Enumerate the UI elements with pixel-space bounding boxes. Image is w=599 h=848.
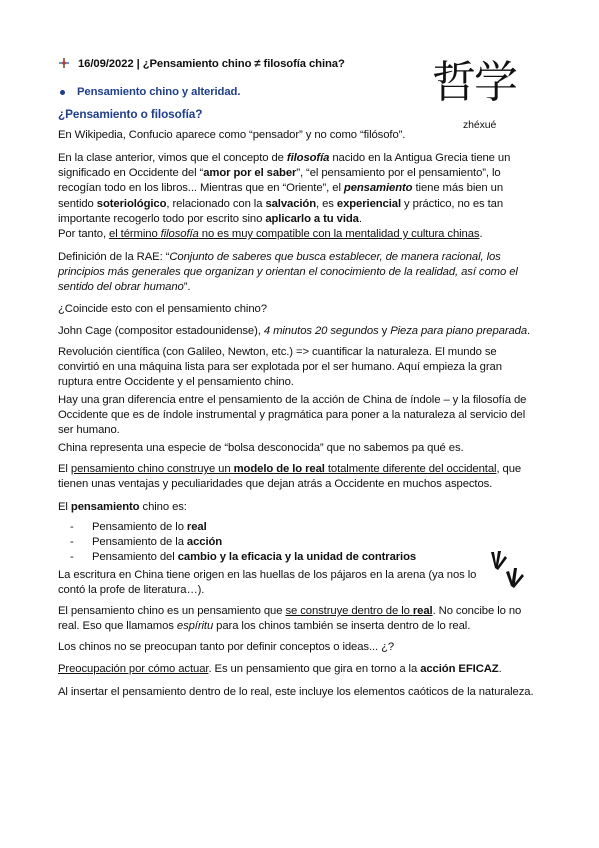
paragraph-4: Definición de la RAE: “Conjunto de saberes que busca establecer, de manera racional, los principios más generales que organizan y orientan el conocimiento de la realidad, así como el sentido del obrar humano”. — [58, 251, 518, 294]
paragraph-7: Revolución científica (con Galileo, Newton, etc.) => cuantificar la naturaleza. El mundo se convirtió en una máquina lista para ser explotada por el ser humano. Aquí empieza la gran ruptura entre Occidente y el pensamiento chino. — [58, 346, 502, 389]
section-bullet-label: Pensamiento chino y alteridad. — [77, 86, 241, 98]
paragraph-2: En la clase anterior, vimos que el concepto de filosofía nacido en la Antigua Grecia tiene un significado en Occidente del “amor por el saber”, “el pensamiento por el pensamiento”, lo recogían todo en los libros... Mientras que en “Oriente”, el pensamiento tiene más bien un sentido soteriológico, relacionado con la salvación, es experiencial y práctico, no es tan importante recogerlo todo por escrito sino aplicarlo a tu vida. — [58, 152, 511, 225]
paragraph-12: La escritura en China tiene origen en las huellas de los pájaros en la arena (ya nos lo contó la profe de literatura…). — [58, 569, 477, 597]
subheading-label: ¿Pensamiento o filosofía? — [58, 107, 203, 121]
section-bullet — [60, 85, 240, 100]
paragraph-5: ¿Coincide esto con el pensamiento chino? — [58, 303, 267, 315]
paragraph-14: Los chinos no se preocupan tanto por definir conceptos o ideas... ¿? — [58, 641, 395, 653]
header-sep: | — [133, 58, 143, 70]
subheading — [58, 107, 202, 122]
paragraph-6: John Cage (compositor estadounidense), 4 minutos 20 segundos y Pieza para piano preparada. — [58, 325, 531, 337]
paragraph-3: Por tanto, el término filosofía no es muy compatible con la mentalidad y cultura chinas. — [58, 228, 483, 240]
list-item: - Pensamiento de la acción — [70, 536, 223, 549]
paragraph-9: China representa una especie de “bolsa desconocida” que no sabemos pa qué es. — [58, 442, 464, 454]
paragraph-11: El pensamiento chino es: — [58, 501, 187, 513]
list-item: - Pensamiento de lo real — [70, 521, 207, 533]
kanji-pinyin: zhéxué — [463, 119, 497, 131]
header-line — [58, 57, 345, 74]
bullet-dot-icon — [60, 90, 65, 95]
paragraph-1: En Wikipedia, Confucio aparece como “pensador” y no como “filósofo”. — [58, 129, 406, 141]
list — [70, 520, 416, 566]
paragraph-10: El pensamiento chino construye un modelo de lo real totalmente diferente del occidental, que tienen unas ventajas y peculiaridades que dejan atrás a Occidente en muchos aspectos. — [58, 463, 522, 491]
paragraph-13: El pensamiento chino es un pensamiento que se construye dentro de lo real. No concibe lo no real. Eso que llamamos espíritu para los chinos también se inserta dentro de lo real. — [58, 605, 522, 633]
bird-footprints-icon — [485, 548, 525, 590]
pushpin-icon — [58, 57, 72, 74]
kanji-characters: 哲学 — [432, 57, 516, 108]
header-date: 16/09/2022 — [78, 58, 134, 70]
paragraph-15: Preocupación por cómo actuar. Es un pensamiento que gira en torno a la acción EFICAZ. — [58, 663, 502, 675]
paragraph-8: Hay una gran diferencia entre el pensamiento de la acción de China de índole – y la filosofía de Occidente que es de índole instrumental y pragmática para poner a la naturaleza al servicio del ser humano. — [58, 394, 527, 437]
paragraph-16: Al insertar el pensamiento dentro de lo real, este incluye los elementos caóticos de la naturaleza. — [58, 686, 534, 698]
list-item: - Pensamiento del cambio y la eficacia y la unidad de contrarios — [70, 551, 417, 564]
header-title: ¿Pensamiento chino ≠ filosofía china? — [142, 58, 345, 70]
